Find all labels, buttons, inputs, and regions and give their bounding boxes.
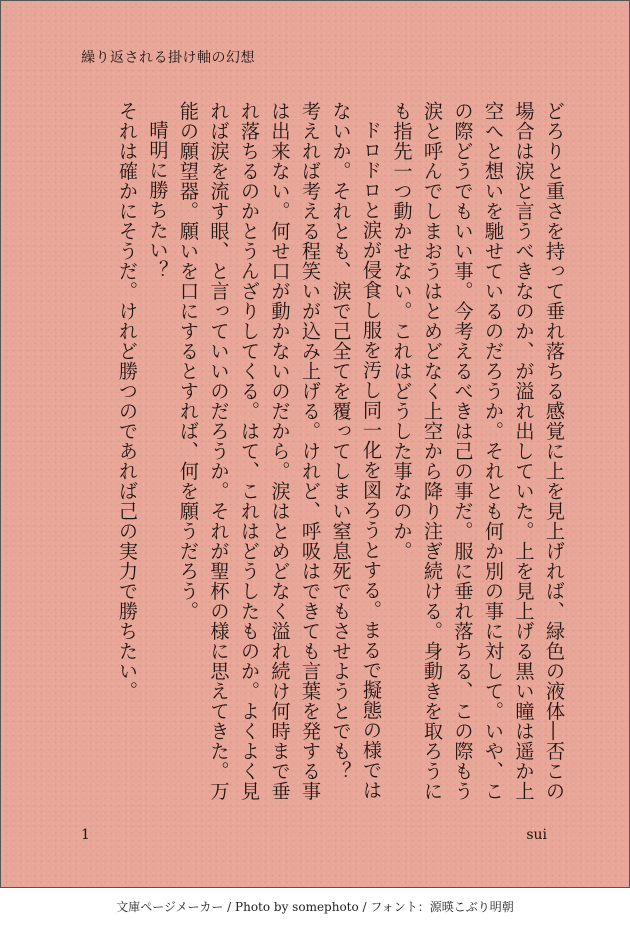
credits-line: 文庫ページメーカー / Photo by somephoto / フォント：源暎こぶり明朝 (116, 900, 514, 914)
paragraph: ドロドロと涙が侵食し服を汚し同一化を図ろうとする。まるで擬態の様ではないか。それとも、涙で己全てを覆ってしまい窒息死でもさせようとでも？ 考えれば考える程笑いが込み上げる。けれど、呼吸はできても言葉を発する事は出来ない。何せ口が動かないのだから。涙はとめどなく溢れ続け何時まで垂れ落ちるのかとうんざりしてくる。はて、これはどうしたものか。よくよく見れば涙を流す眼、と言っていいのだろうか。それが聖杯の様に思えてきた。万能の願望器。願いを口にするとすれば、何を願うだろう。 (177, 101, 383, 801)
paragraph: どろりと重さを持って垂れ落ちる感覚に上を見上げれば、緑色の液体―否この場合は涙と言うべきなのか、が溢れ出していた。上を見上げる黒い瞳は遥か上空へと想いを馳せているのだろうか。それとも何か別の事に対して。いや、この際どうでもいい事。今考えるべきは己の事だ。服に垂れ落ちる、この際もう涙と呼んでしまおうはとめどなく上空から降り注ぎ続ける。身動きを取ろうにも指先一つ動かせない。これはどうした事なのか。 (390, 101, 566, 801)
paragraph: それは確かにそうだ。けれど勝つのであれば己の実力で勝ちたい。 (116, 101, 139, 701)
author-name: sui (526, 827, 547, 843)
page-number: 1 (81, 827, 90, 843)
vertical-body-text (112, 101, 570, 801)
running-header-title: 繰り返される掛け軸の幻想 (81, 50, 255, 66)
paragraph: 晴明に勝ちたい？ (146, 120, 170, 281)
